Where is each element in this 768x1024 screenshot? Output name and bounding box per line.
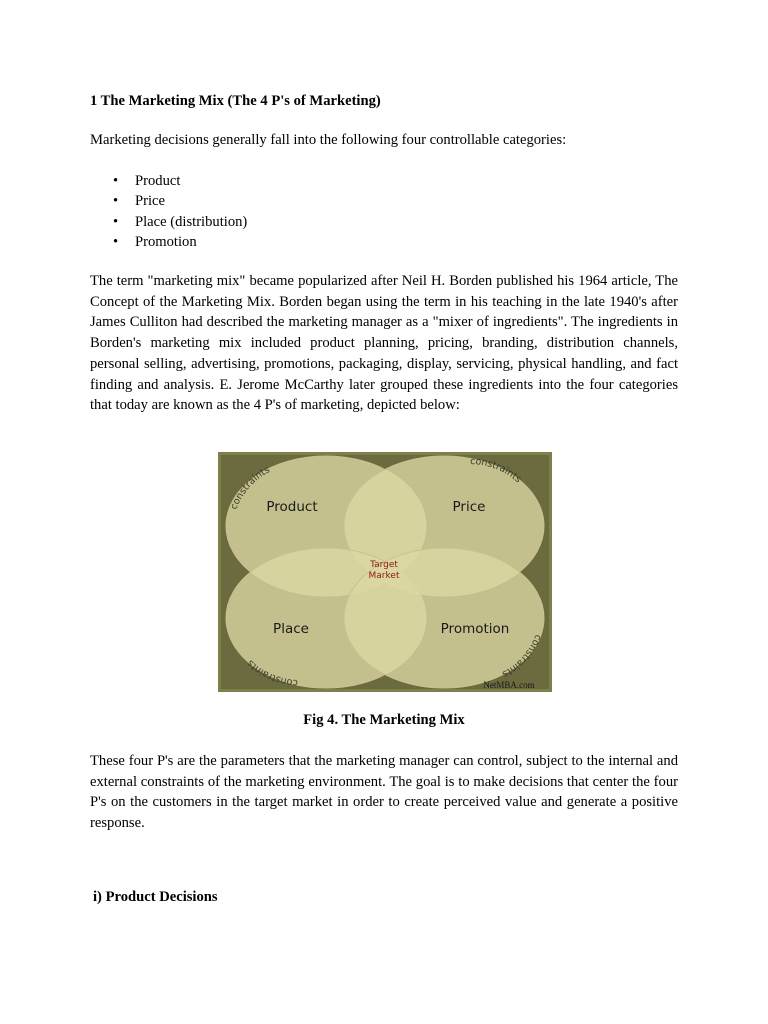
list-item — [90, 191, 247, 211]
constraints-bottom-left: constraints — [245, 657, 299, 689]
section-heading: 1 The Marketing Mix (The 4 P's of Marketing) — [90, 93, 381, 109]
label-target-line1: Target — [370, 560, 398, 570]
label-price: Price — [452, 499, 486, 515]
watermark: NetMBA.com — [483, 680, 535, 690]
list-item-label: Place (distribution) — [135, 213, 248, 230]
bullet-icon: • — [113, 213, 119, 230]
marketing-mix-diagram — [218, 452, 552, 692]
list-item-label: Price — [135, 193, 165, 210]
label-target-line2: Market — [368, 571, 400, 581]
bullet-icon: • — [113, 173, 119, 189]
constraints-bottom-right: constraints — [500, 632, 544, 680]
history-paragraph: The term "marketing mix" became popularized after Neil H. Borden published his 1964 article, The Concept of the Marketing Mix. Borden began using the term in his teaching in the late 1940's after James Culliton had described the marketing manager as a "mixer of ingredients". The ingredients in Borden's marketing mix included product planning, pricing, branding, distribution channels, personal selling, advertising, promotions, packaging, display, servicing, physical handling, and fact finding and analysis. E. Jerome McCarthy later grouped these ingredients into the four categories that today are known as the 4 P's of marketing, depicted below: — [90, 273, 678, 414]
constraints-top-left: constraints — [228, 464, 272, 512]
label-promotion: Promotion — [440, 621, 510, 637]
bullet-icon: • — [113, 233, 119, 250]
label-place: Place — [273, 621, 309, 637]
list-item — [90, 171, 247, 191]
figure-caption: Fig 4. The Marketing Mix — [303, 712, 465, 728]
bullet-icon: • — [113, 193, 119, 210]
intro-text: Marketing decisions generally fall into the following four controllable categories: — [90, 132, 567, 148]
constraints-top-right: constraints — [469, 455, 524, 486]
subsection-heading: i) Product Decisions — [93, 889, 218, 905]
list-item-label: Product — [135, 173, 181, 189]
label-product: Product — [266, 499, 318, 515]
list-item — [90, 232, 247, 252]
list-item-label: Promotion — [135, 233, 197, 250]
list-item — [90, 212, 247, 232]
category-list — [90, 171, 247, 252]
explanation-paragraph: These four P's are the parameters that the marketing manager can control, subject to the internal and external constraints of the marketing environment. The goal is to make decisions that center the four P's on the customers in the target market in order to create perceived value and generate a positive response. — [90, 753, 678, 832]
